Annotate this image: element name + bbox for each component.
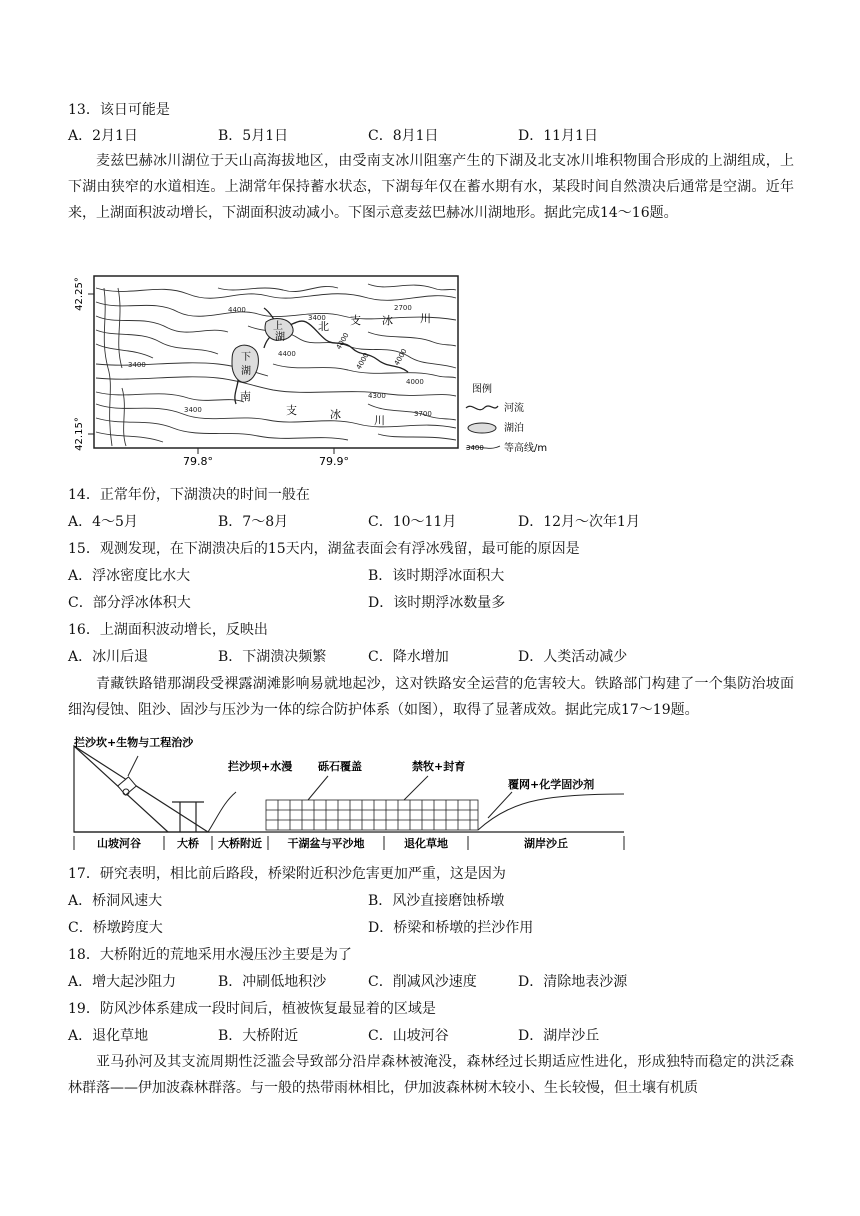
q19-option-d: D．湖岸沙丘 (518, 1028, 600, 1044)
q18-options (68, 972, 798, 992)
top-label-dam: 拦沙坝+水漫 (228, 760, 293, 773)
upper-lake-label-2: 湖 (275, 332, 285, 343)
top-label-barrier: 拦沙坎+生物与工程治沙 (74, 736, 194, 749)
q18-option-b: B．冲刷低地积沙 (218, 974, 327, 990)
q15-option-b: B．该时期浮冰面积大 (368, 568, 505, 584)
upper-lake-label-1: 上 (273, 321, 283, 332)
contour-label: 4300 (368, 392, 386, 400)
q14-options (68, 512, 798, 532)
lon-right-label: 79.9° (319, 455, 349, 468)
q17-option-d: D．桥梁和桥墩的拦沙作用 (368, 920, 534, 936)
contour-label: 4000 (406, 378, 424, 386)
q15-options-row2 (68, 593, 798, 613)
q18-option-d: D．清除地表沙源 (518, 974, 628, 990)
q19-options (68, 1026, 798, 1046)
q17-option-c: C．桥墩跨度大 (68, 920, 163, 936)
lower-lake-label-1: 下 (241, 352, 251, 363)
q15-option-c: C．部分浮冰体积大 (68, 595, 191, 611)
q14-option-b: B．7～8月 (218, 514, 289, 530)
sand-protection-diagram (68, 732, 628, 852)
south-glacier-char-1: 南 (240, 390, 251, 403)
map-legend (466, 382, 547, 454)
legend-lake: 湖泊 (504, 423, 524, 434)
zone-mountain-valley: 山坡河谷 (97, 837, 141, 850)
contour-label: 3700 (414, 410, 432, 418)
q16-option-c: C．降水增加 (368, 649, 449, 665)
q17-stem: 17．研究表明，相比前后路段，桥梁附近积沙危害更加严重，这是因为 (68, 866, 506, 882)
contour-label: 3400 (128, 361, 146, 369)
river-legend-icon (466, 406, 498, 410)
q15-options-row1 (68, 566, 798, 586)
q14-stem: 14．正常年份，下湖溃决的时间一般在 (68, 487, 310, 503)
glacier-lake-topographic-map (68, 268, 568, 468)
sand-dam-icon (208, 792, 236, 832)
q14-option-c: C．10～11月 (368, 514, 457, 530)
q13-option-c: C．8月1日 (368, 128, 439, 144)
contour-label: 4000 (392, 347, 409, 367)
legend-contour: 等高线/m (504, 443, 548, 454)
q16-option-a: A．冰川后退 (68, 649, 149, 665)
top-label-grazing: 禁牧+封育 (412, 760, 466, 773)
top-label-gravel: 砾石覆盖 (318, 760, 362, 773)
zone-dry-lake-basin: 干湖盆与平沙地 (287, 837, 365, 850)
q16-option-d: D．人类活动减少 (518, 649, 628, 665)
legend-contour-value: 3400 (466, 444, 484, 452)
q13-options (68, 126, 798, 146)
q13-option-d: D．11月1日 (518, 128, 598, 144)
legend-river: 河流 (504, 403, 524, 414)
q16-option-b: B．下湖溃决频繁 (218, 649, 327, 665)
q17-option-a: A．桥洞风速大 (68, 893, 163, 909)
south-glacier-char-2: 支 (286, 404, 297, 417)
contour-label: 4400 (228, 306, 246, 314)
north-glacier-char-1: 北 (318, 320, 329, 333)
q17-options-row1 (68, 891, 798, 911)
q18-option-a: A．增大起沙阻力 (68, 974, 177, 990)
legend-title: 图例 (472, 384, 492, 395)
south-glacier-char-4: 川 (374, 414, 385, 427)
map-frame (94, 276, 458, 448)
zone-near-bridge: 大桥附近 (218, 837, 262, 850)
q15-option-a: A．浮冰密度比水大 (68, 568, 191, 584)
lat-top-label: 42.25° (74, 277, 85, 311)
lat-bottom-label: 42.15° (74, 417, 85, 451)
mountain-slope (74, 746, 208, 832)
dune-line (478, 794, 624, 830)
top-label-net: 覆网+化学固沙剂 (508, 778, 595, 791)
q18-option-c: C．削减风沙速度 (368, 974, 477, 990)
q19-option-b: B．大桥附近 (218, 1028, 299, 1044)
sand-barrier-icon (118, 777, 136, 795)
passage-railway-sand: 青藏铁路错那湖段受裸露湖滩影响易就地起沙，这对铁路安全运营的危害较大。铁路部门构建了一个集防治坡面细沟侵蚀、阻沙、固沙与压沙为一体的综合防护体系（如图），取得了显著成效。据此完成17～19题。 (68, 676, 794, 718)
lower-lake-label-2: 湖 (241, 366, 251, 377)
q14-option-a: A．4～5月 (68, 514, 138, 530)
zone-lakeshore-dunes: 湖岸沙丘 (524, 837, 568, 850)
north-glacier-char-4: 川 (420, 312, 431, 325)
q13-stem: 13．该日可能是 (68, 102, 170, 118)
q19-stem: 19．防风沙体系建成一段时间后，植被恢复最显着的区域是 (68, 1001, 436, 1017)
q18-stem: 18．大桥附近的荒地采用水漫压沙主要是为了 (68, 947, 352, 963)
q19-option-a: A．退化草地 (68, 1028, 149, 1044)
passage-glacier-lake: 麦兹巴赫冰川湖位于天山高海拔地区，由受南支冰川阻塞产生的下湖及北支冰川堆积物围合形成的上湖组成，上下湖由狭窄的水道相连。上湖常年保持蓄水状态，下湖每年仅在蓄水期有水，某段时间自然溃决后通常是空湖。近年来，上湖面积波动增长，下湖面积波动减小。下图示意麦兹巴赫冰川湖地形。据此完成14～16题。 (68, 153, 794, 221)
lon-left-label: 79.8° (183, 455, 213, 468)
q14-option-d: D．12月～次年1月 (518, 514, 640, 530)
q15-stem: 15．观测发现，在下湖溃决后的15天内，湖盆表面会有浮冰残留，最可能的原因是 (68, 541, 580, 557)
q13-option-b: B．5月1日 (218, 128, 289, 144)
zone-degraded-grassland: 退化草地 (404, 837, 448, 850)
contour-label: 4000 (334, 331, 351, 351)
zone-bridge: 大桥 (177, 837, 199, 850)
south-glacier-char-3: 冰 (330, 408, 341, 421)
contour-label: 4000 (354, 351, 371, 371)
q15-option-d: D．该时期浮冰数量多 (368, 595, 506, 611)
contour-label: 4400 (278, 350, 296, 358)
q19-option-c: C．山坡河谷 (368, 1028, 449, 1044)
gravel-cover-grid (266, 800, 478, 830)
contour-label: 3400 (184, 406, 202, 414)
north-glacier-char-2: 支 (350, 314, 361, 327)
contour-label: 3400 (308, 314, 326, 322)
contour-label: 2700 (394, 304, 412, 312)
q16-stem: 16．上湖面积波动增长，反映出 (68, 622, 268, 638)
north-glacier-char-3: 冰 (382, 314, 393, 327)
q16-options (68, 647, 798, 667)
q17-options-row2 (68, 918, 798, 938)
q13-option-a: A．2月1日 (68, 128, 138, 144)
q17-option-b: B．风沙直接磨蚀桥墩 (368, 893, 505, 909)
lake-legend-icon (468, 423, 496, 433)
passage-amazon-igapo: 亚马孙河及其支流周期性泛滥会导致部分沿岸森林被淹没，森林经过长期适应性进化，形成独特而稳定的洪泛森林群落——伊加波森林群落。与一般的热带雨林相比，伊加波森林树木较小、生长较慢，但土壤有机质 (68, 1054, 794, 1096)
